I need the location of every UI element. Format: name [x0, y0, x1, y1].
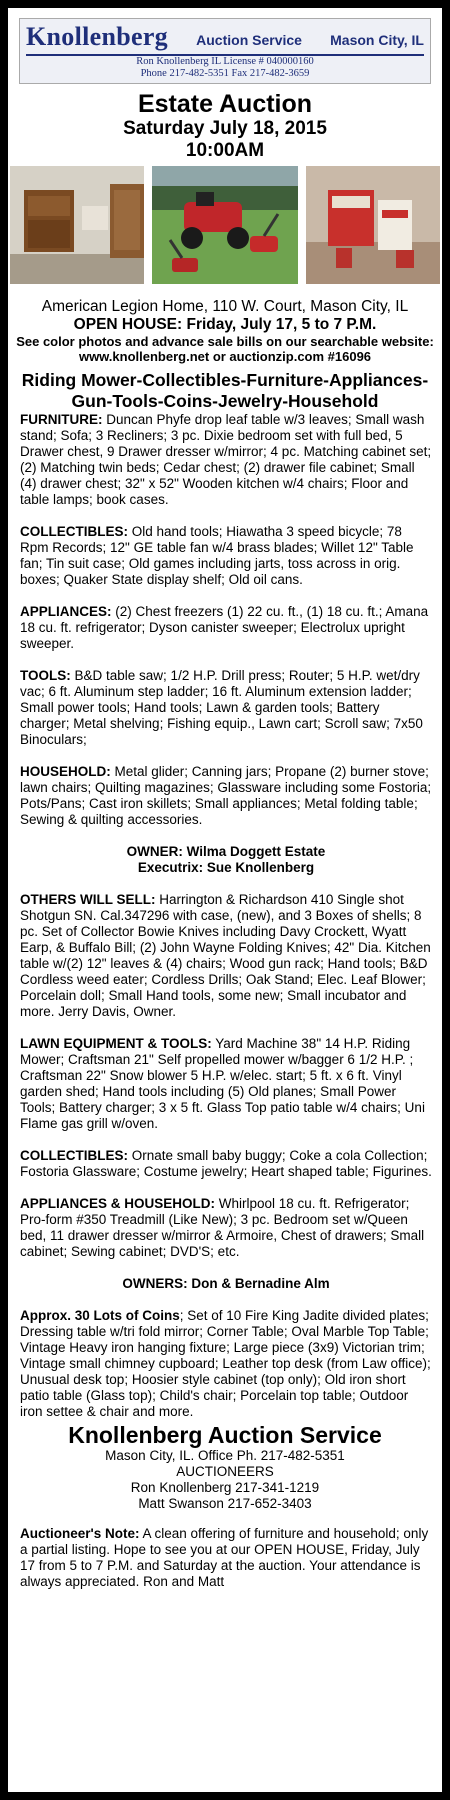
footer-matt: Matt Swanson 217-652-3403 [138, 1496, 312, 1511]
lawn-paragraph [20, 1036, 432, 1132]
collectibles-paragraph [20, 524, 432, 588]
mower-photo [152, 166, 298, 284]
furniture-paragraph [20, 412, 432, 508]
collectibles-photo [306, 166, 440, 284]
furniture-label: FURNITURE: [20, 412, 103, 427]
brand-name: Knollenberg [26, 22, 168, 51]
household-label: HOUSEHOLD: [20, 764, 111, 779]
furniture-photo [10, 166, 144, 284]
owner-block-2 [20, 1276, 432, 1292]
tools-paragraph [20, 668, 432, 748]
letterhead [19, 18, 431, 84]
others-text: Harrington & Richardson 410 Single shot Shotgun SN. Cal.347296 with case, (new), and 3 Boxes of shells; 8 pc. Set of Collector Bowie Knives including Davy Crockett, Wyatt Earp, & Buffalo Bill; (2) John Wayne Folding Knives; 42" Dia. Kitchen table w/(2) 12" leaves & (4) chairs; Wood gun rack; Hand tools; B&D Cordless weed eater; Cordless Drills; Oak Stand; Elec. Leaf Blower; Porcelain doll; Small Hand tools, some new; Small incubator and more. Jerry Davis, Owner. [20, 892, 431, 1019]
brand-service: Auction Service [196, 32, 302, 48]
note-text: A clean offering of furniture and household; only a partial listing. Hope to see you at our OPEN HOUSE, Friday, July 17 from 5 to 7 P.M. and Saturday at the auction. Your attendance is always appreciated. Ron and Matt [20, 1526, 429, 1589]
coins-paragraph [20, 1308, 432, 1420]
others-label: OTHERS WILL SELL: [20, 892, 156, 907]
coins-text: ; Set of 10 Fire King Jadite divided plates; Dressing table w/tri fold mirror; Corner Table; Oval Marble Top Table; Vintage Heavy iron hanging fixture; Large piece (3x9) Victorian trim; Vintage small chimney cupboard; Leather top desk (from Law office); Unusual desk top; Hoosier style cabinet (top only); Old iron short patio table (Glass top); Child's chair; Porcelain top table; Outdoor iron settee & chair and more. [20, 1308, 431, 1419]
owners-line: OWNERS: Don & Bernadine Alm [122, 1276, 330, 1291]
others-paragraph [20, 892, 432, 1020]
photo-strip [10, 166, 440, 284]
collectibles-text: Old hand tools; Hiawatha 3 speed bicycle; 78 Rpm Records; 12" GE table fan w/4 brass blades; Willet 12" Table fan; Tin suit case; Old games including jarts, toss across in orig. boxes; Quaker State display shelf; Old oil cans. [20, 524, 414, 587]
tools-label: TOOLS: [20, 668, 71, 683]
appliances-label: APPLIANCES: [20, 604, 112, 619]
household-text: Metal glider; Canning jars; Propane (2) burner stove; lawn chairs; Quilting magazines; Glassware including some Fostoria; Pots/Pans; Cast iron skillets; Small appliances; Metal folding table; Sewing & quilting accessories. [20, 764, 432, 827]
collectibles2-paragraph [20, 1148, 432, 1180]
collectibles-photo-graphic [306, 166, 440, 284]
website-line: See color photos and advance sale bills on our searchable website: www.knollenberg.net or auctionzip.com #16096 [16, 334, 434, 364]
venue-line: American Legion Home, 110 W. Court, Mason City, IL [41, 298, 409, 315]
collectibles-label: COLLECTIBLES: [20, 524, 128, 539]
appliances-household-text: Whirlpool 18 cu. ft. Refrigerator; Pro-form #350 Treadmill (Like New); 3 pc. Bedroom set w/Queen bed, 11 drawer dresser w/mirror & Armoire, Chest of drawers; Small cabinet; Sewing cabinet; DVD'S; etc. [20, 1196, 425, 1259]
tools-text: B&D table saw; 1/2 H.P. Drill press; Router; 5 H.P. wet/dry vac; 6 ft. Aluminum step ladder; 16 ft. Aluminum extension ladder; Small power tools; Hand tools; Lawn & garden tools; Battery charger; Metal shelving; Fishing equip., Lawn cart; Scroll saw; 7x50 Binoculars; [20, 668, 423, 747]
lawn-text: Yard Machine 38" 14 H.P. Riding Mower; Craftsman 21" Self propelled mower w/bagger 6 1/2 H.P. ; Craftsman 22" Snow blower 5 H.P. w/elec. start; 5 ft. x 6 ft. Vinyl garden shed; Hand tools including (5) Old planes; Small Power Tools; Battery charger; 3 x 5 ft. Glass Top patio table w/4 chairs; Uni Flame gas grill w/oven. [20, 1036, 425, 1131]
auctioneer-note [8, 1526, 442, 1590]
license-line: Ron Knollenberg IL License # 040000160 [136, 56, 314, 67]
appliances-text: (2) Chest freezers (1) 22 cu. ft., (1) 18 cu. ft.; Amana 18 cu. ft. refrigerator; Dyson canister sweeper; Electrolux upright sweeper. [20, 604, 429, 651]
footer-title: Knollenberg Auction Service [68, 1422, 382, 1448]
note-label: Auctioneer's Note: [20, 1526, 140, 1541]
letterhead-row [20, 19, 430, 52]
footer-auctioneers: AUCTIONEERS [176, 1464, 274, 1479]
owner-line: OWNER: Wilma Doggett Estate [126, 844, 326, 859]
phone-line: Phone 217-482-5351 Fax 217-482-3659 [140, 68, 310, 79]
collectibles2-label: COLLECTIBLES: [20, 1148, 128, 1163]
coins-label: Approx. 30 Lots of Coins [20, 1308, 180, 1323]
sale-headline: Riding Mower-Collectibles-Furniture-Appliances-Gun-Tools-Coins-Jewelry-Household [21, 370, 429, 411]
furniture-photo-graphic [10, 166, 144, 284]
household-paragraph [20, 764, 432, 828]
footer-office: Mason City, IL. Office Ph. 217-482-5351 [105, 1448, 345, 1463]
mower-photo-graphic [152, 166, 298, 284]
collectibles2-text: Ornate small baby buggy; Coke a cola Collection; Fostoria Glassware; Costume jewelry; Heart shaped table; Figurines. [20, 1148, 432, 1179]
auction-date: Saturday July 18, 2015 [123, 118, 327, 139]
brand-city: Mason City, IL [330, 32, 424, 48]
listing-body [8, 412, 442, 1420]
auction-time: 10:00AM [185, 140, 265, 161]
page-title: Estate Auction [137, 90, 313, 118]
note-paragraph [20, 1526, 432, 1590]
open-house-line: OPEN HOUSE: Friday, July 17, 5 to 7 P.M. [73, 316, 377, 333]
appliances-paragraph [20, 604, 432, 652]
auction-flyer [8, 8, 442, 1792]
lawn-label: LAWN EQUIPMENT & TOOLS: [20, 1036, 212, 1051]
appliances-household-label: APPLIANCES & HOUSEHOLD: [20, 1196, 216, 1211]
footer-ron: Ron Knollenberg 217-341-1219 [130, 1480, 320, 1495]
furniture-text: Duncan Phyfe drop leaf table w/3 leaves; Small wash stand; Sofa; 3 Recliners; 3 pc. Dixie bedroom set with full bed, 5 Drawer chest, 9 Drawer dresser w/mirror; 4 pc. Matching cabinet set; (2) Matching twin beds; Cedar chest; (2) drawer file cabinet; Small (4) drawer chest; 32" x 52" Wooden kitchen w/4 chairs; Floor and table lamps; book cases. [20, 412, 432, 507]
appliances-household-paragraph [20, 1196, 432, 1260]
owner-block-1 [20, 844, 432, 876]
executrix-line: Executrix: Sue Knollenberg [137, 860, 315, 875]
